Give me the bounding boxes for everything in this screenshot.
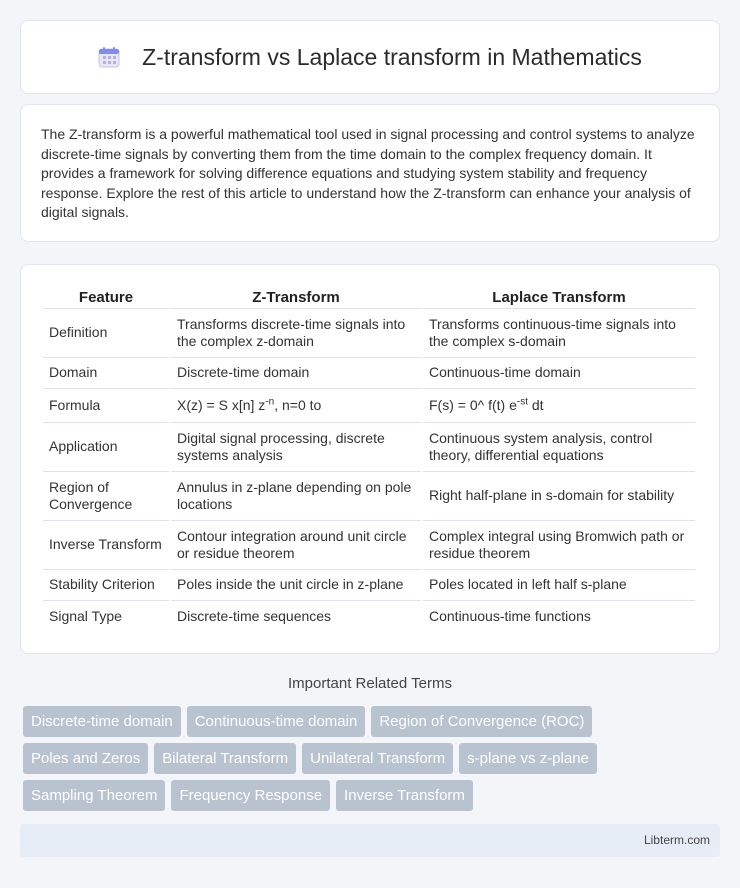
table-row: [43, 521, 695, 570]
laplace-formula-tail: dt: [527, 396, 544, 413]
intro-card: [20, 104, 720, 242]
z-formula-cell: [171, 389, 421, 423]
related-term-tag[interactable]: Continuous-time domain: [187, 706, 366, 737]
z-formula-exponent: -n: [265, 396, 275, 408]
laplace-formula-exponent: -st: [516, 396, 528, 408]
table-row: [43, 309, 695, 358]
laplace-cell: Continuous-time domain: [423, 358, 695, 389]
related-term-tag[interactable]: Bilateral Transform: [154, 743, 296, 774]
comparison-table: [41, 285, 697, 632]
related-terms-list: [23, 706, 723, 817]
z-formula-main: X(z) = S x[n] z: [177, 396, 266, 413]
comparison-card: [20, 264, 720, 654]
z-formula-range: , n=0 to: [274, 396, 322, 413]
related-term-tag[interactable]: Region of Convergence (ROC): [371, 706, 592, 737]
intro-text: The Z-transform is a powerful mathematical tool used in signal processing and control systems to analyze discrete-time signals by converting them from the time domain to the complex frequency domain. It provides a framework for solving difference equations and studying system stability and frequency response. Explore the rest of this article to understand how the Z-transform can enhance your analysis of digital signals.: [41, 126, 695, 220]
title-card: [20, 20, 720, 94]
header-z-transform: Z-Transform: [171, 285, 421, 309]
feature-cell: Formula: [43, 389, 169, 423]
page-title: Z-transform vs Laplace transform in Mathematics: [142, 43, 642, 70]
related-term-tag[interactable]: Discrete-time domain: [23, 706, 181, 737]
laplace-cell: Right half-plane in s-domain for stability: [423, 472, 695, 521]
feature-cell: Definition: [43, 309, 169, 358]
laplace-cell: Complex integral using Bromwich path or residue theorem: [423, 521, 695, 570]
table-row: [43, 601, 695, 632]
laplace-formula-main: F(s) = 0^ f(t) e: [429, 396, 517, 413]
z-cell: Annulus in z-plane depending on pole locations: [171, 472, 421, 521]
feature-cell: Stability Criterion: [43, 570, 169, 601]
related-term-tag[interactable]: Frequency Response: [171, 780, 330, 811]
table-header-row: [43, 285, 695, 309]
related-term-tag[interactable]: Sampling Theorem: [23, 780, 165, 811]
related-term-tag[interactable]: Unilateral Transform: [302, 743, 453, 774]
feature-cell: Signal Type: [49, 607, 122, 624]
z-cell: Contour integration around unit circle or residue theorem: [171, 521, 421, 570]
z-cell: Discrete-time domain: [171, 358, 421, 389]
table-row: [43, 570, 695, 601]
laplace-cell: Transforms continuous-time signals into the complex s-domain: [423, 309, 695, 358]
related-term-tag[interactable]: s-plane vs z-plane: [459, 743, 597, 774]
z-cell: Transforms discrete-time signals into the complex z-domain: [171, 309, 421, 358]
laplace-formula-cell: [423, 389, 695, 423]
laplace-cell: Continuous system analysis, control theory, differential equations: [423, 423, 695, 472]
footer-site-link[interactable]: Libterm.com: [643, 833, 710, 847]
footer: [20, 824, 720, 857]
related-terms-title: Important Related Terms: [288, 675, 452, 692]
table-row: [43, 472, 695, 521]
laplace-cell: Poles located in left half s-plane: [423, 570, 695, 601]
table-row: [43, 389, 695, 423]
header-feature: Feature: [43, 285, 169, 309]
related-term-tag[interactable]: Inverse Transform: [336, 780, 473, 811]
table-row: [43, 358, 695, 389]
related-term-tag[interactable]: Poles and Zeros: [23, 743, 148, 774]
feature-cell: Domain: [43, 358, 169, 389]
z-cell: Discrete-time sequences: [177, 607, 332, 624]
feature-cell: Application: [43, 423, 169, 472]
z-cell: Digital signal processing, discrete systems analysis: [171, 423, 421, 472]
header-laplace-transform: Laplace Transform: [423, 285, 695, 309]
table-row: [43, 423, 695, 472]
z-cell: Poles inside the unit circle in z-plane: [171, 570, 421, 601]
feature-cell: Inverse Transform: [43, 521, 169, 570]
feature-cell: Region of Convergence: [43, 472, 169, 521]
laplace-cell: Continuous-time functions: [429, 607, 591, 624]
calendar-icon: [98, 46, 120, 68]
